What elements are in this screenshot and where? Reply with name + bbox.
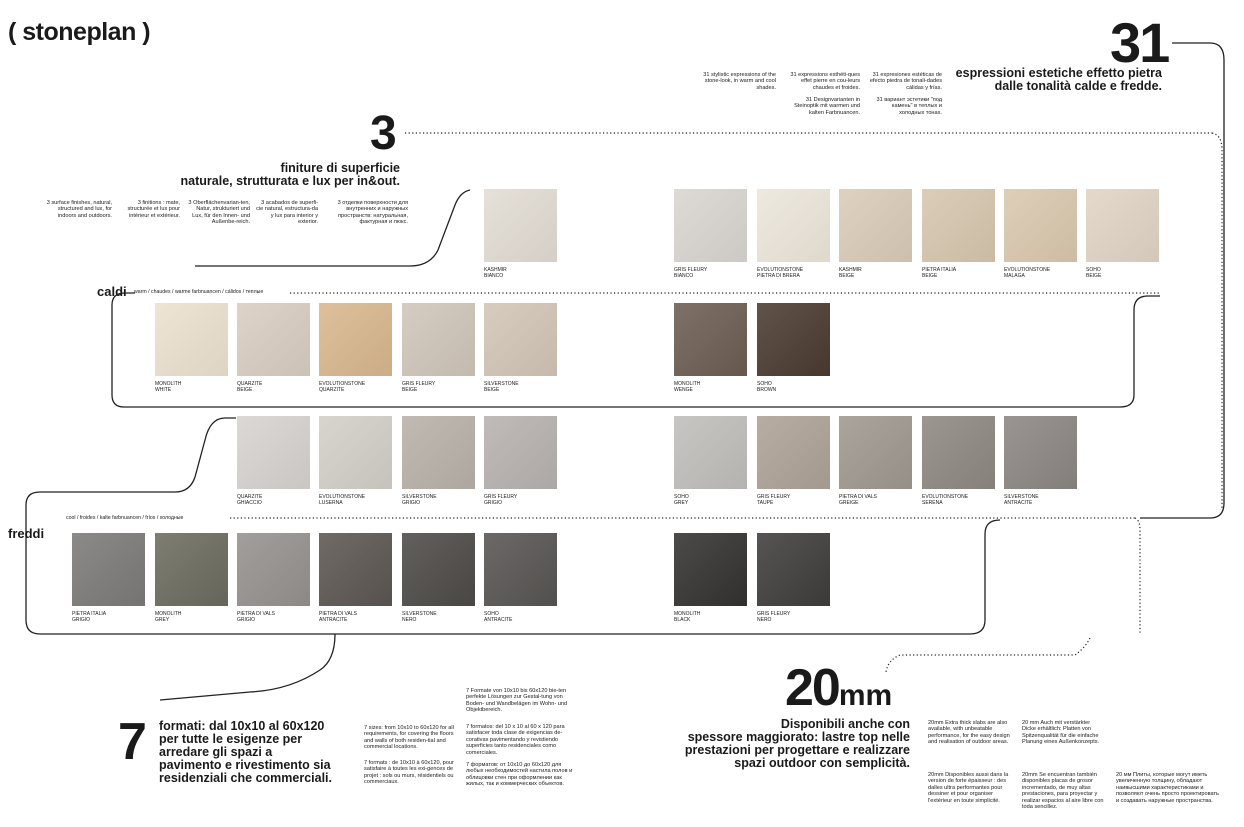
tile-swatch	[922, 189, 995, 262]
tile-swatch	[402, 416, 475, 489]
tile-name: MONOLITH	[674, 381, 701, 387]
tile-name: EVOLUTIONSTONE	[757, 267, 804, 273]
tile-color-name: GREIGE	[839, 499, 859, 506]
tile-swatch	[674, 533, 747, 606]
tile-name: MONOLITH	[155, 611, 182, 617]
tile-name: PIETRA ITALIA	[922, 267, 957, 273]
tile-name: EVOLUTIONSTONE	[319, 381, 366, 387]
tile-color-name: BIANCO	[484, 272, 504, 279]
tile-name: QUARZITE	[237, 381, 263, 387]
thickness-es: 20mm Se encuentran también disponibles placas de grosor incrementado, de muy altas prestaciones, para proyectar y realizar espacios al aire libre con toda sencillez.	[1022, 772, 1104, 811]
tile-name: PIETRA DI VALS	[839, 494, 877, 500]
tile-name: PIETRA DI VALS	[237, 611, 275, 617]
tile-label	[319, 612, 395, 623]
tile-color-name: NERO	[402, 616, 417, 623]
tile-color-name: WHITE	[155, 386, 172, 393]
tile-name: KASHMIR	[484, 267, 507, 273]
tile-swatch	[484, 416, 557, 489]
tile-swatch	[319, 303, 392, 376]
tile-label	[319, 495, 395, 506]
tile-label	[155, 612, 231, 623]
tile-color-name: TAUPE	[757, 499, 774, 506]
tile-label	[72, 612, 148, 623]
tile-label	[155, 382, 231, 393]
tile-label	[237, 382, 313, 393]
section-caldi: caldi	[97, 284, 127, 299]
section-freddi-sub: cool / froides / kalte farbnuancen / fríos / холодные	[66, 515, 184, 521]
tile-color-name: ANTRACITE	[484, 616, 513, 623]
expressions-de: 31 Designvarianten in Steinoptik mit warmen und kalten Farbnuancen.	[794, 97, 860, 116]
tile-label	[484, 382, 560, 393]
tile-name: GRIS FLEURY	[402, 381, 436, 387]
tile-color-name: MALAGA	[1004, 272, 1025, 279]
tile-swatch	[757, 416, 830, 489]
tile-name: MONOLITH	[155, 381, 182, 387]
formats-count: 7	[118, 713, 145, 771]
tile-name: SILVERSTONE	[402, 494, 437, 500]
tile-color-name: BROWN	[757, 386, 777, 393]
tile-color-name: BEIGE	[237, 386, 253, 393]
finishes-count: 3	[370, 107, 395, 160]
tile-swatch	[237, 533, 310, 606]
tile-name: EVOLUTIONSTONE	[922, 494, 969, 500]
formats-es: 7 formatos: del 10 x 10 al 60 x 120 para satisfacer toda clase de exigencias de-corativas pavimentando y revistiendo superficies tanto residenciales como comerciales.	[466, 724, 565, 756]
tile-swatch	[922, 416, 995, 489]
tile-color-name: ANTRACITE	[1004, 499, 1033, 506]
tile-label	[402, 382, 478, 393]
thickness-en: 20mm Extra thick slabs are also available, with unbeatable performance, for the easy design and realisation of outdoor areas.	[928, 720, 1010, 746]
section-caldi-sub: warm / chaudes / warme farbnuancen / cálidos / теплые	[134, 289, 264, 295]
tile-color-name: LUSERNA	[319, 499, 343, 506]
tile-swatch	[72, 533, 145, 606]
tile-name: MONOLITH	[674, 611, 701, 617]
tile-color-name: BEIGE	[839, 272, 855, 279]
formats-heading: formati: dal 10x10 al 60x120 per tutte le esigenze per arredare gli spazi a pavimento e rivestimento sia residenziali che commerciali.	[159, 719, 332, 785]
tile-label	[674, 382, 750, 393]
tile-swatch	[319, 533, 392, 606]
tile-swatch	[674, 189, 747, 262]
expressions-count: 31	[1110, 11, 1169, 74]
expressions-heading	[940, 67, 1162, 93]
expressions-ru: 31 вариант эстетики "под камень" в теплых и холодных тонах.	[876, 97, 942, 116]
finishes-en: 3 surface finishes, natural, structured and lux, for indoors and outdoors.	[46, 200, 112, 219]
finishes-fr: 3 finitions : mate, structurée et lux pour intérieur et extérieur.	[127, 200, 180, 219]
tile-swatch	[839, 189, 912, 262]
tile-swatch	[155, 533, 228, 606]
formats-ru: 7 форматов: от 10x10 до 60x120 для любых необходимостей настила полов и облицовки стен при оформлении как жилых, так и коммерческих объектов.	[466, 762, 573, 788]
tile-color-name: PIETRA DI BRERA	[757, 272, 800, 279]
formats-de: 7 Formate von 10x10 bis 60x120 bie-ten perfekte Lösungen zur Gestal-tung von Boden- und Wandbelägen im Wohn- und Objektbereich.	[466, 688, 568, 714]
tile-name: SOHO	[1086, 267, 1101, 273]
tile-swatch	[757, 533, 830, 606]
tile-color-name: SERENA	[922, 499, 943, 506]
tile-color-name: QUARZITE	[319, 386, 345, 393]
tile-label	[484, 495, 560, 506]
tile-name: PIETRA DI VALS	[319, 611, 357, 617]
expressions-en: 31 stylistic expressions of the stone-look, in warm and cool shades.	[703, 72, 776, 91]
tile-name: SILVERSTONE	[1004, 494, 1039, 500]
tile-color-name: BIANCO	[674, 272, 694, 279]
tile-name: PIETRA ITALIA	[72, 611, 107, 617]
thickness-heading	[660, 718, 910, 770]
tile-swatch	[1004, 416, 1077, 489]
tile-label	[839, 268, 915, 279]
tile-color-name: WENGE	[674, 386, 693, 393]
tile-color-name: BLACK	[674, 616, 691, 623]
tile-label	[484, 268, 560, 279]
tile-label	[674, 495, 750, 506]
tile-label	[922, 495, 998, 506]
thickness-ru: 20 мм Плиты, которые могут иметь увеличенную толщину, обладают наивысшими характеристиками и позволяют очень просто проектировать и создавать наружные пространства.	[1116, 772, 1219, 804]
finishes-es: 3 acabados de superfi-cie natural, estructura-da y lux para interior y exterior.	[256, 200, 318, 226]
tile-label	[839, 495, 915, 506]
finishes-heading	[150, 162, 400, 188]
tile-color-name: GRIGIO	[484, 499, 503, 506]
tile-label	[757, 268, 833, 279]
tile-color-name: BEIGE	[402, 386, 418, 393]
tile-color-name: BEIGE	[1086, 272, 1102, 279]
expressions-es: 31 expresiones estéticas de efecto piedra de tonali-dades cálidas y frías.	[869, 72, 942, 91]
section-freddi: freddi	[8, 526, 45, 541]
tile-swatch	[402, 303, 475, 376]
tile-label	[402, 612, 478, 623]
finishes-heading-line1: finiture di superficie	[280, 161, 400, 175]
tile-label	[402, 495, 478, 506]
tile-label	[674, 268, 750, 279]
tile-color-name: BEIGE	[922, 272, 938, 279]
tile-name: GRIS FLEURY	[757, 611, 791, 617]
thickness-unit: mm	[838, 679, 893, 712]
tile-color-name: GREY	[155, 616, 170, 623]
tile-name: SILVERSTONE	[484, 381, 519, 387]
tile-name: SOHO	[674, 494, 689, 500]
tile-label	[757, 495, 833, 506]
tile-label	[484, 612, 560, 623]
expressions-fr: 31 expressions esthéti-ques effet pierre en cou-leurs chaudes et froides.	[790, 72, 860, 91]
tile-swatch	[319, 416, 392, 489]
tile-color-name: BEIGE	[484, 386, 500, 393]
tile-label	[237, 495, 313, 506]
thickness-heading-line3: prestazioni per progettare e realizzare	[684, 743, 910, 757]
finishes-ru: 3 отделки поверхности для внутренних и наружных пространств: натуральная, фактурная и люкс.	[337, 200, 408, 226]
tile-swatch	[1004, 189, 1077, 262]
tile-name: KASHMIR	[839, 267, 862, 273]
tile-label	[674, 612, 750, 623]
formats-fr: 7 formats : de 10x10 à 60x120, pour satisfaire à toutes les exi-gences de projet : sols ou murs, résidentiels ou commerciaux.	[364, 760, 454, 786]
tile-swatch	[402, 533, 475, 606]
tile-name: GRIS FLEURY	[674, 267, 708, 273]
expressions-heading-line1: espressioni estetiche effetto pietra	[955, 66, 1162, 80]
finishes-heading-line2: naturale, strutturata e lux per in&out.	[180, 174, 400, 188]
tile-color-name: GHIACCIO	[237, 499, 262, 506]
thickness-value	[785, 659, 893, 717]
tile-swatch	[237, 416, 310, 489]
tile-swatch	[757, 189, 830, 262]
tile-color-name: NERO	[757, 616, 772, 623]
tile-color-name: ANTRACITE	[319, 616, 348, 623]
tile-label	[922, 268, 998, 279]
tile-name: GRIS FLEURY	[484, 494, 518, 500]
tile-swatch	[155, 303, 228, 376]
tile-swatch	[237, 303, 310, 376]
tile-swatch	[839, 416, 912, 489]
tile-name: SOHO	[484, 611, 499, 617]
tile-color-name: GRIGIO	[402, 499, 421, 506]
tile-label	[1004, 495, 1080, 506]
tile-label	[1086, 268, 1162, 279]
tile-label	[757, 382, 833, 393]
thickness-heading-line4: spazi outdoor con semplicità.	[734, 756, 910, 770]
tile-swatch	[484, 303, 557, 376]
tile-swatch	[674, 416, 747, 489]
tile-name: GRIS FLEURY	[757, 494, 791, 500]
tile-name: SOHO	[757, 381, 772, 387]
thickness-de: 20 mm Auch mit verstärkter Dicke erhältlich: Platten von Spitzenqualität für die einfache Planung eines Außenkonzepts.	[1022, 720, 1100, 746]
tile-label	[237, 612, 313, 623]
thickness-heading-line1: Disponibili anche con	[780, 717, 910, 731]
formats-en: 7 sizes: from 10x10 to 60x120 for all requirements, for covering the floors and walls of both residen-tial and commercial locations.	[364, 725, 454, 751]
tile-swatch	[757, 303, 830, 376]
tile-swatch	[484, 533, 557, 606]
thickness-fr: 20mm Disponibles aussi dans la version de forte épaisseur : des dalles ultra performantes pour dessiner et pour organiser l'extérieur en toute simplicité.	[928, 772, 1009, 804]
tile-label	[757, 612, 833, 623]
finishes-de: 3 Oberflächenvarian-ten, Natur, strukturiert und Lux, für den Innen- und Außenbe-reich.	[188, 200, 250, 226]
tile-label	[1004, 268, 1080, 279]
tile-color-name: GREY	[674, 499, 689, 506]
tile-label	[319, 382, 395, 393]
tile-name: EVOLUTIONSTONE	[319, 494, 366, 500]
tile-name: SILVERSTONE	[402, 611, 437, 617]
tile-color-name: GRIGIO	[237, 616, 256, 623]
tile-swatch	[484, 189, 557, 262]
expressions-heading-line2: dalle tonalità calde e fredde.	[994, 79, 1162, 93]
tile-swatch	[1086, 189, 1159, 262]
thickness-number: 20	[785, 659, 839, 717]
tile-swatch	[674, 303, 747, 376]
brand-logo: ( stoneplan )	[8, 18, 151, 46]
tile-name: EVOLUTIONSTONE	[1004, 267, 1051, 273]
tile-color-name: GRIGIO	[72, 616, 91, 623]
tile-name: QUARZITE	[237, 494, 263, 500]
thickness-heading-line2: spessore maggiorato: lastre top nelle	[687, 730, 910, 744]
